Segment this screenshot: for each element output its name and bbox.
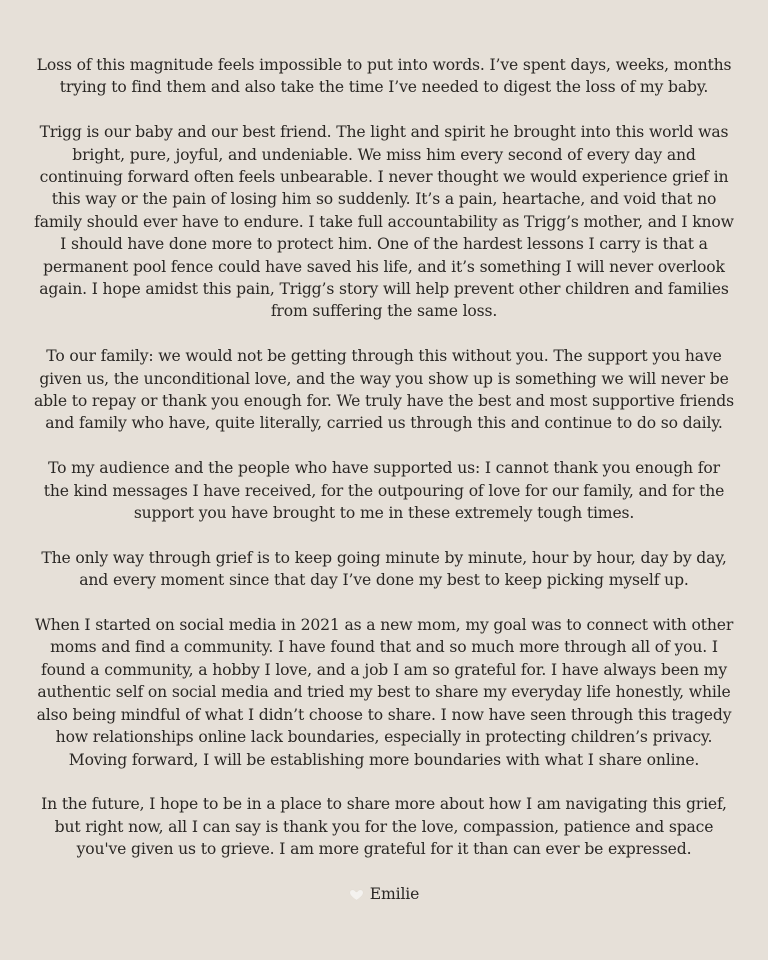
paragraph-trigg: Trigg is our baby and our best friend. The light and spirit he brought into this world was bright, pure, joyful, and undeniable. We miss him every second of every day and continuing forward often feels unbearable. I never thought we would experience grief in this way or the pain of losing him so suddenly. It’s a pain, heartache, and void that no family should ever have to endure. I take full accountability as Trigg’s mother, and I know I should have done more to protect him. One of the hardest lessons I carry is that a permanent pool fence could have saved his life, and it’s something I will never overlook again. I hope amidst this pain, Trigg’s story will help prevent other children and families from suffering the same loss.	[34, 123, 734, 321]
paragraph-audience: To my audience and the people who have supported us: I cannot thank you enough for the kind messages I have received, for the outpouring of love for our family, and for the support you have brought to me in these extremely tough times.	[43, 459, 725, 523]
white-heart-icon	[349, 887, 364, 902]
signature-name: Emilie	[369, 884, 420, 903]
paragraph-grief: The only way through grief is to keep going minute by minute, hour by hour, day by day, and every moment since that day I’ve done my best to keep picking myself up.	[41, 548, 727, 590]
paragraph-family: To our family: we would not be getting through this without you. The support you have given us, the unconditional love, and the way you show up is something we will never be able to repay or thank you enough for. We truly have the best and most supportive friends and family who have, quite literally, carried us through this and continue to do so daily.	[34, 347, 734, 433]
paragraph-future: In the future, I hope to be in a place to share more about how I am navigating this grief, but right now, all I can say is thank you for the love, compassion, patience and space you've given us to grieve. I am more grateful for it than can ever be expressed.	[41, 795, 727, 859]
paragraph-social-media: When I started on social media in 2021 as a new mom, my goal was to connect with other moms and find a community. I have found that and so much more through all of you. I found a community, a hobby I love, and a job I am so grateful for. I have always been my authentic self on social media and tried my best to share my everyday life honestly, while also being mindful of what I didn’t choose to share. I now have seen through this tragedy how relationships online lack boundaries, especially in protecting children’s privacy. Moving forward, I will be establishing more boundaries with what I share online.	[34, 616, 734, 769]
paragraph-opening: Loss of this magnitude feels impossible to put into words. I’ve spent days, weeks, months trying to find them and also take the time I’ve needed to digest the loss of my baby.	[36, 56, 732, 97]
signature	[34, 883, 734, 905]
